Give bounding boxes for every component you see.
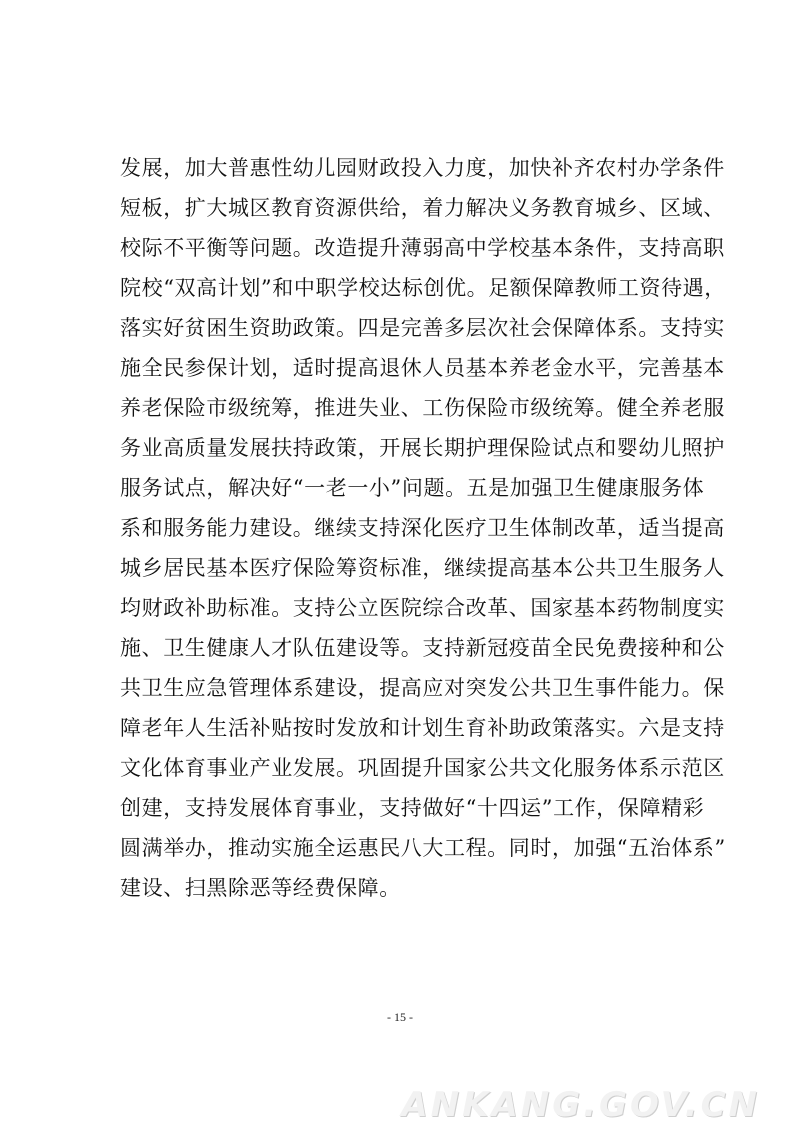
text-line: 务业高质量发展扶持政策，开展长期护理保险试点和婴幼儿照护: [120, 436, 725, 460]
text-line: 创建，支持发展体育事业，支持做好“十四运”工作，保障精彩: [120, 796, 705, 820]
text-line: 城乡居民基本医疗保险筹资标准，继续提高基本公共卫生服务人: [120, 556, 725, 580]
text-line: 文化体育事业产业发展。巩固提升国家公共文化服务体系示范区: [120, 756, 725, 780]
watermark: ANKANG.GOV.CN: [401, 1085, 760, 1125]
text-line: 服务试点，解决好“一老一小”问题。五是加强卫生健康服务体: [120, 476, 705, 500]
text-line: 施、卫生健康人才队伍建设等。支持新冠疫苗全民免费接种和公: [120, 636, 725, 660]
text-line: 短板，扩大城区教育资源供给，着力解决义务教育城乡、区域、: [120, 196, 725, 220]
page-number: - 15 -: [387, 1010, 413, 1024]
text-line: 系和服务能力建设。继续支持深化医疗卫生体制改革，适当提高: [120, 516, 725, 540]
text-line: 院校“双高计划”和中职学校达标创优。足额保障教师工资待遇，: [120, 276, 726, 300]
text-line: 障老年人生活补贴按时发放和计划生育补助政策落实。六是支持: [120, 716, 725, 740]
text-line: 施全民参保计划，适时提高退休人员基本养老金水平，完善基本: [120, 356, 725, 380]
text-line: 落实好贫困生资助政策。四是完善多层次社会保障体系。支持实: [120, 316, 725, 340]
text-line: 养老保险市级统筹，推进失业、工伤保险市级统筹。健全养老服: [120, 396, 725, 420]
text-line: 校际不平衡等问题。改造提升薄弱高中学校基本条件，支持高职: [120, 236, 725, 260]
text-line-last: 建设、扫黑除恶等经费保障。: [120, 876, 401, 900]
text-line: 均财政补助标准。支持公立医院综合改革、国家基本药物制度实: [120, 596, 725, 620]
text-line: 圆满举办，推动实施全运惠民八大工程。同时，加强“五治体系”: [120, 836, 726, 860]
text-line: 共卫生应急管理体系建设，提高应对突发公共卫生事件能力。保: [120, 676, 725, 700]
text-line: 发展，加大普惠性幼儿园财政投入力度，加快补齐农村办学条件: [120, 156, 725, 180]
body-text: [120, 148, 726, 908]
